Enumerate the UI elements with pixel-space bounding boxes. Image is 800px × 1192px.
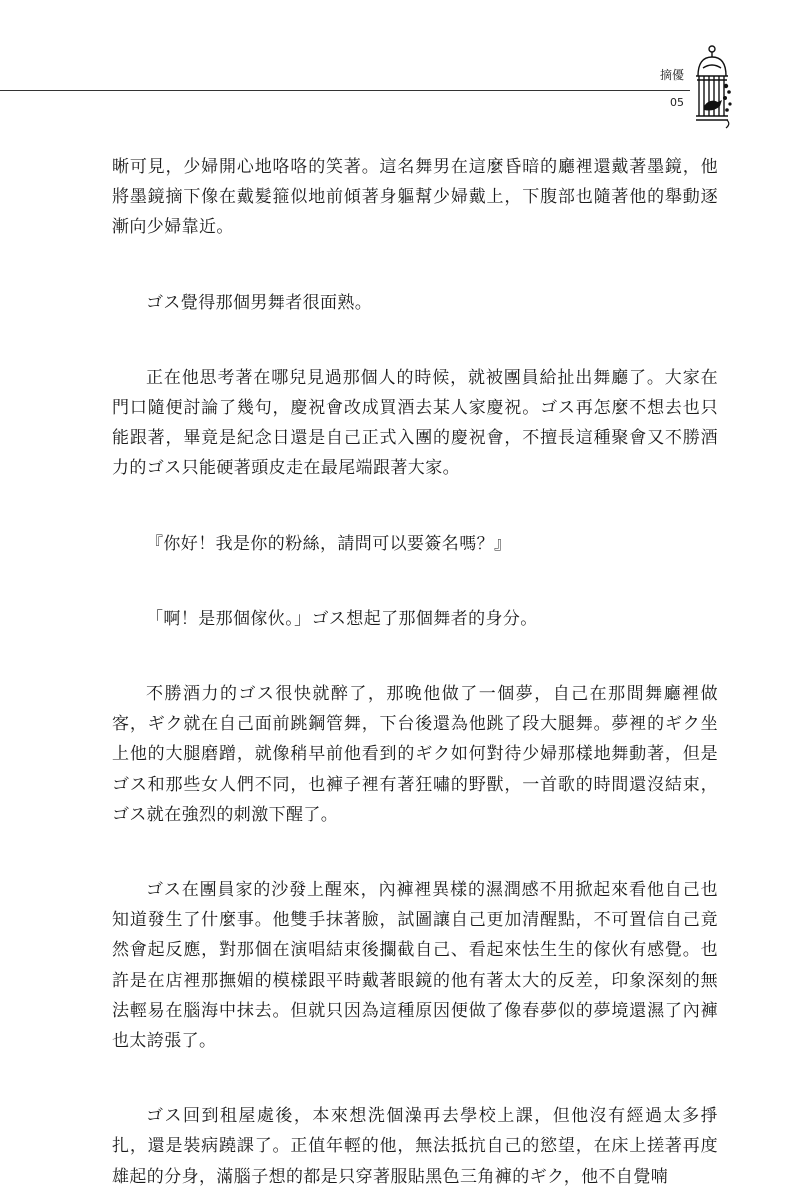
paragraph: 不勝酒力的ゴス很快就醉了，那晚他做了一個夢，自己在那間舞廳裡做客，ギク就在自己面前跳鋼管舞，下台後還為他跳了段大腿舞。夢裡的ギク坐上他的大腿磨蹭，就像稍早前他看到的ギク如何對待少婦那樣地舞動著，但是ゴス和那些女人們不同，也褲子裡有著狂嘯的野獸，一首歌的時間還沒結束，ゴス就在強烈的刺激下醒了。 [112,684,718,825]
header-rule [0,90,690,91]
birdcage-icon [692,44,732,130]
page-number: 05 [670,96,684,109]
body-text [112,152,718,1192]
dialogue-line: 『你好！我是你的粉絲，請問可以要簽名嗎？』 [146,533,512,554]
paragraph-gap [112,484,718,529]
paragraph: ゴス覺得那個男舞者很面熟。 [146,292,373,313]
paragraph: ゴス在團員家的沙發上醒來，內褲裡異樣的濕潤感不用掀起來看他自己也知道發生了什麼事。他雙手抹著臉，試圖讓自己更加清醒點，不可置信自己竟然會起反應，對那個在演唱結束後攔截自己、看起來怯生生的傢伙有感覺。也許是在店裡那撫媚的模樣跟平時戴著眼鏡的他有著太大的反差，印象深刻的無法輕易在腦海中抹去。但就只因為這種原因便做了像春夢似的夢境還濕了內褲也太誇張了。 [112,880,718,1052]
paragraph-gap [112,318,718,363]
paragraph: ゴス回到租屋處後，本來想洗個澡再去學校上課，但他沒有經過太多掙扎，還是裝病蹺課了。正值年輕的他，無法抵抗自己的慾望，在床上搓著再度雄起的分身，滿腦子想的都是只穿著服貼黑色三角褲的ギク，他不自覺喃 [112,1106,718,1187]
paragraph: 晰可見，少婦開心地咯咯的笑著。這名舞男在這麼昏暗的廳裡還戴著墨鏡，他將墨鏡摘下像在戴髮箍似地前傾著身軀幫少婦戴上，下腹部也隨著他的舉動逐漸向少婦靠近。 [112,157,718,238]
dialogue-line: 「啊！是那個傢伙。」ゴス想起了那個舞者的身分。 [146,608,538,629]
paragraph: 正在他思考著在哪兒見過那個人的時候，就被團員給扯出舞廳了。大家在門口隨便討論了幾句，慶祝會改成買酒去某人家慶祝。ゴス再怎麼不想去也只能跟著，畢竟是紀念日還是自己正式入團的慶祝會，不擅長這種聚會又不勝酒力的ゴス只能硬著頭皮走在最尾端跟著大家。 [112,367,718,479]
paragraph-gap [112,1056,718,1101]
paragraph-gap [112,634,718,679]
paragraph-gap [112,559,718,604]
paragraph-gap [112,830,718,875]
paragraph-gap [112,243,718,288]
running-header-title: 摘優 [659,68,684,82]
